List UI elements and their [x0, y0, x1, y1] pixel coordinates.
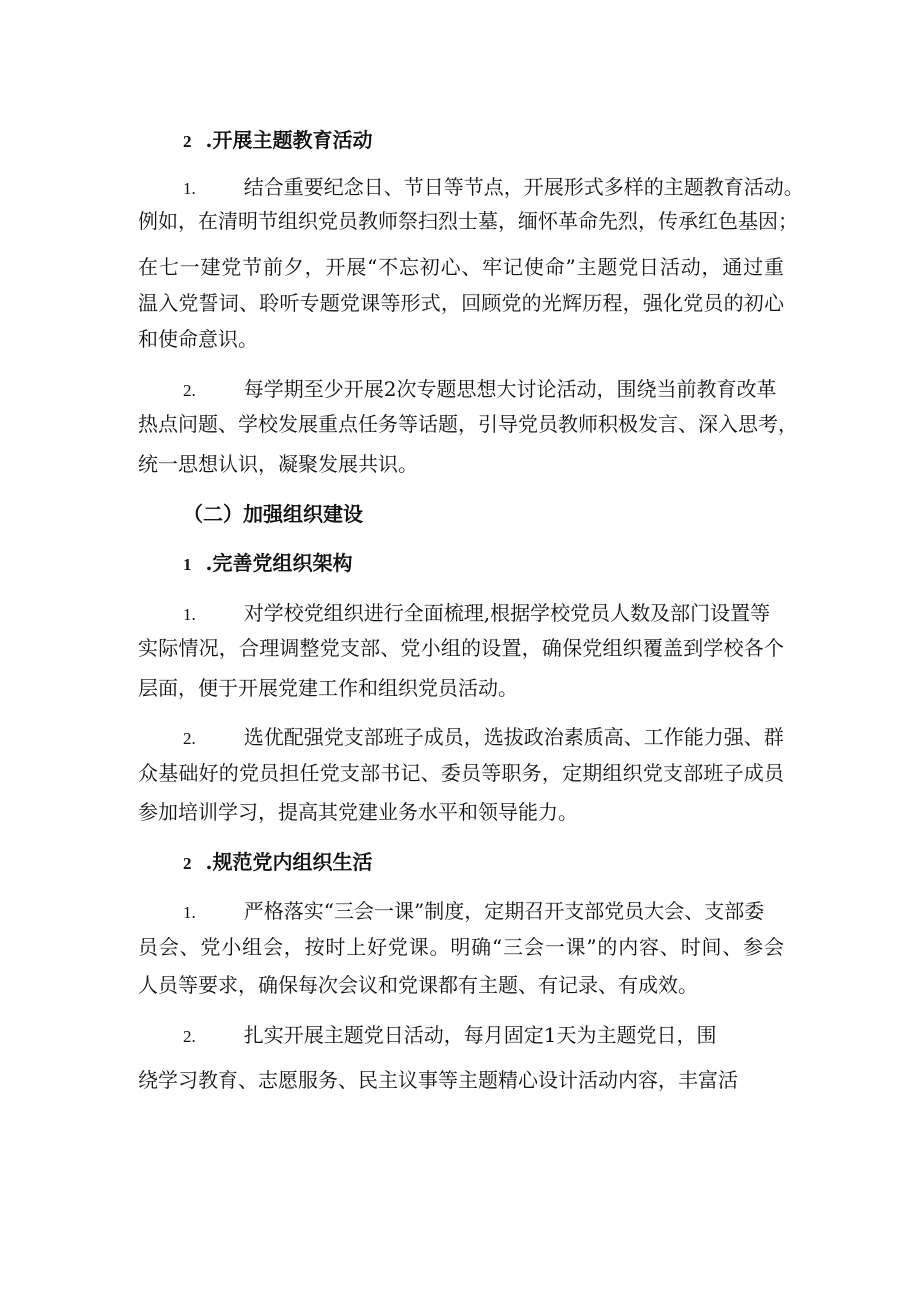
item-number: 1. — [183, 179, 196, 198]
paragraph-line: 参加培训学习，提高其党建业务水平和领导能力。 — [138, 800, 578, 824]
paragraph-line: 严格落实“三会一课”制度，定期召开支部党员大会、支部委 — [243, 899, 765, 923]
paragraph-line: 选优配强党支部班子成员，选拔政治素质高、工作能力强、群 — [243, 725, 784, 749]
paragraph-line: 每学期至少开展2次专题思想大讨论活动，围绕当前教育改革 — [243, 377, 777, 401]
paragraph-first-line — [183, 725, 784, 751]
paragraph-first-line — [183, 377, 776, 403]
section-title: （二）加强组织建设 — [183, 502, 363, 526]
paragraph-first-line — [183, 899, 764, 925]
paragraph-line: 例如，在清明节组织党员教师祭扫烈士墓，缅怀革命先烈，传承红色基因； — [138, 209, 798, 233]
section-heading — [183, 128, 372, 154]
paragraph-line: 热点问题、学校发展重点任务等话题，引导党员教师积极发言、深入思考， — [138, 412, 798, 436]
paragraph-first-line — [183, 601, 770, 627]
item-number: 2. — [183, 729, 196, 748]
paragraph-line: 人员等要求，确保每次会议和党课都有主题、有记录、有成效。 — [138, 973, 698, 997]
paragraph-line: 对学校党组织进行全面梳理,根据学校党员人数及部门设置等 — [243, 601, 771, 625]
paragraph-line: 结合重要纪念日、节日等节点，开展形式多样的主题教育活动。 — [243, 175, 804, 199]
heading-text: .开展主题教育活动 — [205, 128, 373, 152]
paragraph-line: 层面，便于开展党建工作和组织党员活动。 — [138, 676, 518, 700]
item-number: 2. — [183, 1027, 196, 1046]
paragraph-line: 温入党誓词、聆听专题党课等形式，回顾党的光辉历程，强化党员的初心 — [138, 291, 784, 315]
item-number: 1. — [183, 903, 196, 922]
item-number: 2. — [183, 381, 196, 400]
paragraph-line: 众基础好的党员担任党支部书记、委员等职务，定期组织党支部班子成员 — [138, 761, 784, 785]
heading-text: .完善党组织架构 — [205, 551, 353, 575]
heading-number: 2 — [183, 132, 192, 151]
heading-number: 1 — [183, 555, 192, 574]
paragraph-line: 实际情况，合理调整党支部、党小组的设置，确保党组织覆盖到学校各个 — [138, 636, 784, 660]
heading-number: 2 — [183, 854, 192, 873]
section-heading — [183, 850, 372, 876]
paragraph-line: 员会、党小组会，按时上好党课。明确“三会一课”的内容、时间、参会 — [138, 935, 784, 959]
paragraph-line: 和使命意识。 — [138, 327, 258, 351]
section-heading — [183, 551, 352, 577]
paragraph-first-line — [183, 175, 804, 201]
paragraph-line: 统一思想认识，凝聚发展共识。 — [138, 452, 418, 476]
paragraph-line: 扎实开展主题党日活动，每月固定1天为主题党日，围 — [243, 1023, 717, 1047]
item-number: 1. — [183, 605, 196, 624]
paragraph-line: 在七一建党节前夕，开展“不忘初心、牢记使命”主题党日活动，通过重 — [138, 255, 784, 279]
paragraph-line: 绕学习教育、志愿服务、民主议事等主题精心设计活动内容，丰富活 — [138, 1068, 738, 1092]
paragraph-first-line — [183, 1023, 716, 1049]
heading-text: .规范党内组织生活 — [205, 850, 373, 874]
